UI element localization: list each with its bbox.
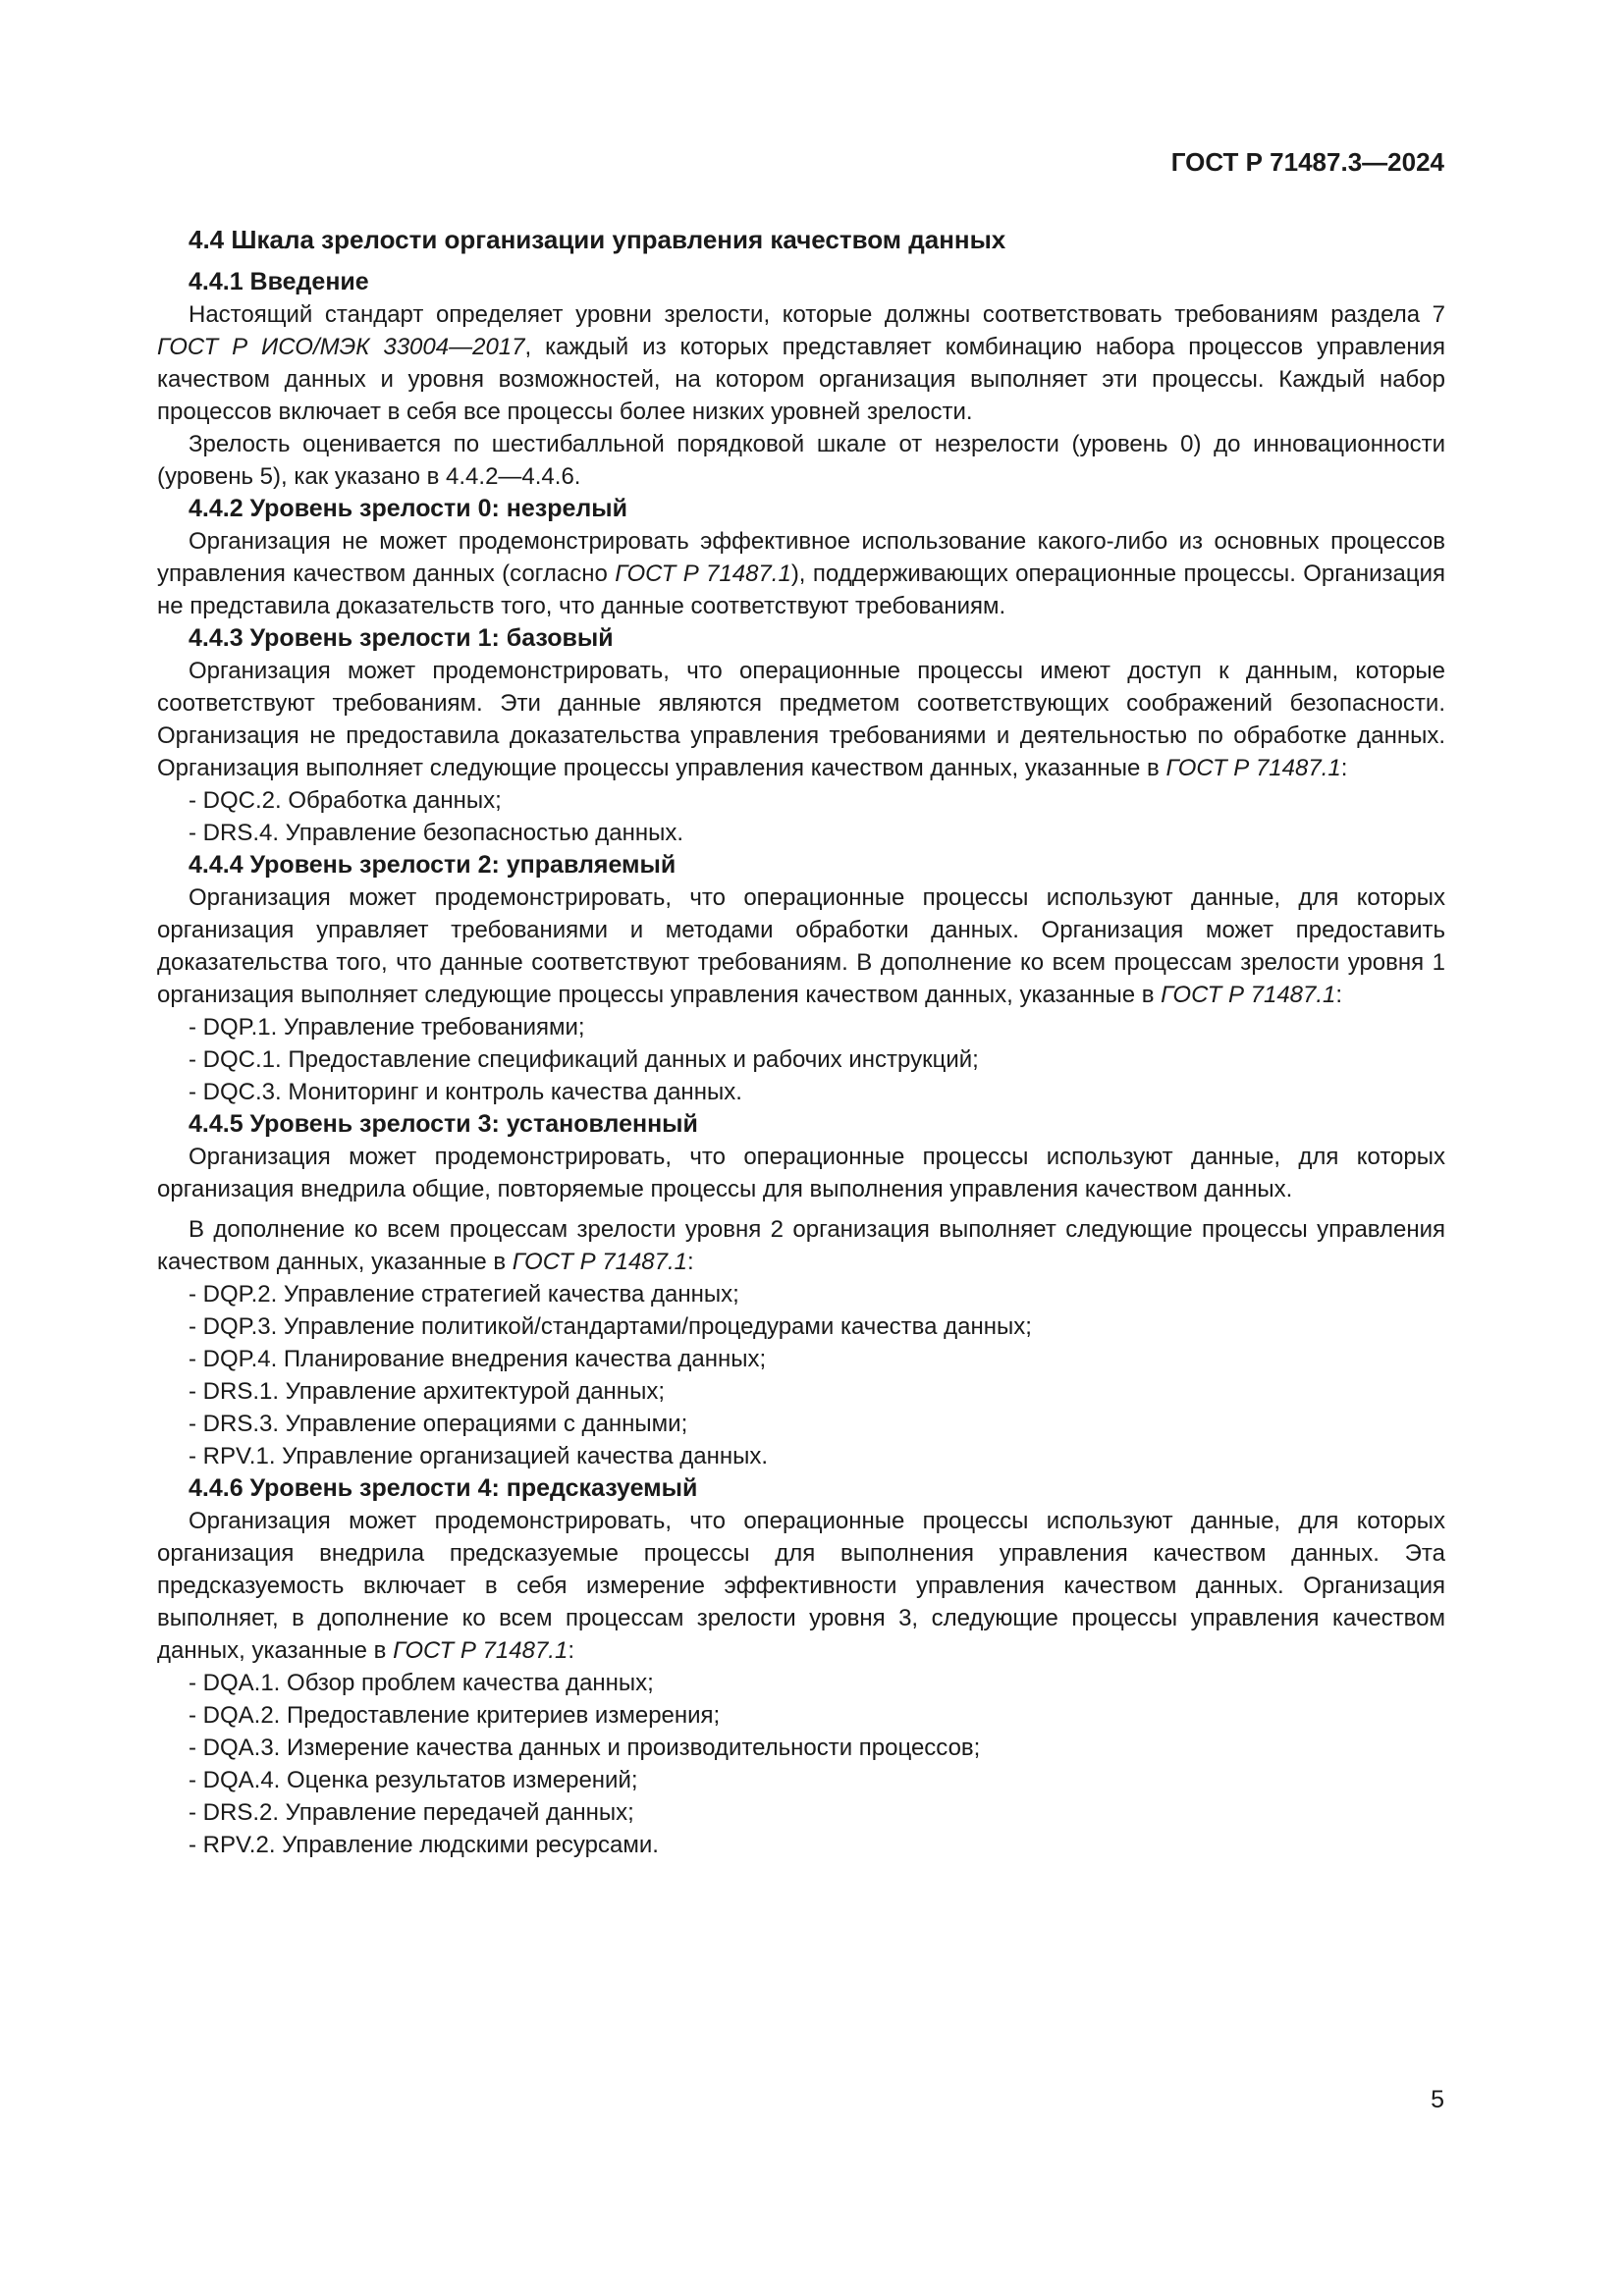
page-number: 5	[1431, 2086, 1444, 2113]
list-item: - DQP.3. Управление политикой/стандартами/процедурами качества данных;	[189, 1313, 1032, 1340]
doc-reference: ГОСТ Р 71487.1	[393, 1637, 568, 1664]
list-item: - DQA.3. Измерение качества данных и производительности процессов;	[189, 1735, 981, 1761]
list-item: - DQP.4. Планирование внедрения качества данных;	[189, 1346, 767, 1372]
level1-paragraph: Организация может продемонстрировать, что операционные процессы имеют доступ к данным, которые соответствуют требованиям. Эти данные являются предметом соответствующих соображений безопасности. Организация не предоставила доказательства управления требованиями и деятельностью по обработке данных. Организация выполняет следующие процессы управления качеством данных, указанные в ГОСТ Р 71487.1:	[157, 658, 1445, 781]
list-item: - DQC.2. Обработка данных;	[189, 787, 502, 814]
level0-paragraph: Организация не может продемонстрировать эффективное использование какого-либо из основных процессов управления качеством данных (согласно ГОСТ Р 71487.1), поддерживающих операционные процессы. Организация не представила доказательств того, что данные соответствуют требованиям.	[157, 528, 1446, 619]
doc-reference: ГОСТ Р 71487.1	[512, 1249, 687, 1275]
level3-process-list	[157, 1278, 1445, 1472]
list-item: - DQC.3. Мониторинг и контроль качества данных.	[189, 1079, 742, 1105]
level3-heading: 4.4.5 Уровень зрелости 3: установленный	[189, 1110, 698, 1138]
level3-paragraph-2: В дополнение ко всем процессам зрелости уровня 2 организация выполняет следующие процессы управления качеством данных, указанные в ГОСТ Р 71487.1:	[157, 1216, 1445, 1275]
standard-code-header: ГОСТ Р 71487.3—2024	[1170, 147, 1444, 177]
level0-heading: 4.4.2 Уровень зрелости 0: незрелый	[189, 495, 627, 522]
level2-heading: 4.4.4 Уровень зрелости 2: управляемый	[189, 851, 677, 879]
list-item: - DRS.2. Управление передачей данных;	[189, 1799, 634, 1826]
list-item: - RPV.1. Управление организацией качества данных.	[189, 1443, 769, 1469]
level2-paragraph: Организация может продемонстрировать, что операционные процессы используют данные, для которых организация управляет требованиями и методами обработки данных. Организация может предоставить доказательства того, что данные соответствуют требованиям. В дополнение ко всем процессам зрелости уровня 1 организация выполняет следующие процессы управления качеством данных, указанные в ГОСТ Р 71487.1:	[157, 884, 1445, 1008]
doc-reference: ГОСТ Р 71487.1	[1165, 755, 1341, 781]
list-item: - DRS.3. Управление операциями с данными;	[189, 1411, 688, 1437]
level1-heading: 4.4.3 Уровень зрелости 1: базовый	[189, 624, 614, 652]
doc-reference: ГОСТ Р 71487.1	[615, 561, 791, 587]
list-item: - RPV.2. Управление людскими ресурсами.	[189, 1832, 659, 1858]
level4-process-list	[157, 1667, 1445, 1861]
list-item: - DQA.1. Обзор проблем качества данных;	[189, 1670, 654, 1696]
list-item: - DRS.1. Управление архитектурой данных;	[189, 1378, 665, 1405]
document-body	[157, 224, 1445, 1861]
intro-paragraph-1: Настоящий стандарт определяет уровни зрелости, которые должны соответствовать требованиям раздела 7 ГОСТ Р ИСО/МЭК 33004—2017, каждый из которых представляет комбинацию набора процессов управления качеством данных и уровня возможностей, на котором организация выполняет эти процессы. Каждый набор процессов включает в себя все процессы более низких уровней зрелости.	[157, 301, 1445, 425]
intro-paragraph-2: Зрелость оценивается по шестибалльной порядковой шкале от незрелости (уровень 0) до инновационности (уровень 5), как указано в 4.4.2—4.4.6.	[157, 431, 1445, 490]
level2-process-list	[157, 1011, 1445, 1108]
doc-reference: ГОСТ Р ИСО/МЭК 33004—2017	[157, 334, 525, 360]
list-item: - DQC.1. Предоставление спецификаций данных и рабочих инструкций;	[189, 1046, 979, 1073]
list-item: - DRS.4. Управление безопасностью данных.	[189, 820, 684, 846]
list-item: - DQA.2. Предоставление критериев измерения;	[189, 1702, 721, 1729]
level3-paragraph-1: Организация может продемонстрировать, что операционные процессы используют данные, для которых организация внедрила общие, повторяемые процессы для выполнения управления качеством данных.	[157, 1144, 1445, 1202]
level4-paragraph: Организация может продемонстрировать, что операционные процессы используют данные, для которых организация внедрила предсказуемые процессы для выполнения управления качеством данных. Эта предсказуемость включает в себя измерение эффективности управления качеством данных. Организация выполняет, в дополнение ко всем процессам зрелости уровня 3, следующие процессы управления качеством данных, указанные в ГОСТ Р 71487.1:	[157, 1508, 1445, 1664]
level4-heading: 4.4.6 Уровень зрелости 4: предсказуемый	[189, 1474, 698, 1502]
intro-heading: 4.4.1 Введение	[189, 268, 369, 295]
list-item: - DQP.1. Управление требованиями;	[189, 1014, 585, 1041]
section-title: 4.4 Шкала зрелости организации управления качеством данных	[189, 225, 1006, 254]
list-item: - DQA.4. Оценка результатов измерений;	[189, 1767, 638, 1793]
level1-process-list	[157, 784, 1445, 849]
doc-reference: ГОСТ Р 71487.1	[1161, 982, 1336, 1008]
list-item: - DQP.2. Управление стратегией качества данных;	[189, 1281, 739, 1308]
